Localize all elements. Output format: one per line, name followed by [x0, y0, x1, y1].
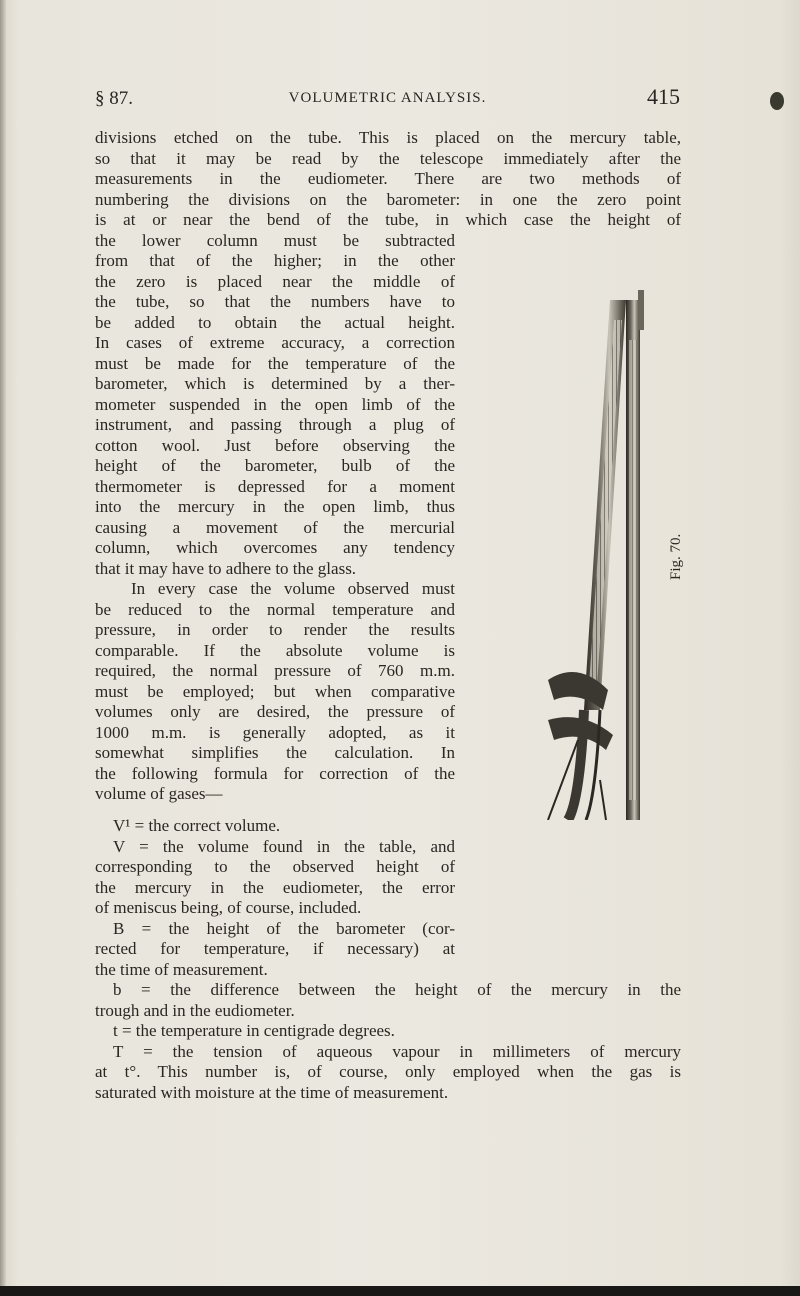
text-line: height of the barometer, bulb of the	[95, 456, 455, 475]
text-line: thermometer is depressed for a moment	[95, 476, 455, 496]
narrow-paragraph	[95, 231, 455, 580]
text-line: required, the normal pressure of 760 m.m.	[95, 661, 455, 680]
text-line: somewhat simplifies the calculation. In	[95, 743, 455, 762]
text-line: comparable. If the absolute volume is	[95, 640, 455, 660]
text-line: In every case the volume observed must	[131, 579, 455, 598]
barometer-figure	[488, 280, 668, 820]
correction-paragraph	[95, 579, 455, 805]
text-line: numbering the divisions on the barometer: in one the zero point	[95, 189, 681, 209]
running-title: VOLUMETRIC ANALYSIS.	[288, 90, 487, 106]
text-line: barometer, which is determined by a ther-	[95, 374, 455, 393]
text-line: 1000 m.m. is generally adopted, as it	[95, 722, 455, 742]
page-edge-shadow	[0, 1286, 800, 1296]
definition-line: saturated with moisture at the time of measurement.	[95, 1082, 449, 1102]
text-line: from that of the higher; in the other	[95, 251, 455, 270]
figure-caption: Fig. 70.	[668, 533, 684, 580]
text-line: be reduced to the normal temperature and	[95, 599, 455, 619]
text-line: In cases of extreme accuracy, a correction	[95, 333, 455, 352]
section-number: § 87.	[95, 88, 133, 109]
text-line: the lower column must be subtracted	[95, 230, 455, 250]
opening-paragraph	[95, 128, 681, 231]
text-line: instrument, and passing through a plug of	[95, 415, 455, 434]
text-line: pressure, in order to render the results	[95, 620, 455, 639]
text-line: must be made for the temperature of the	[95, 353, 455, 373]
margin-ink-mark	[770, 92, 784, 110]
definition-line: rected for temperature, if necessary) at	[95, 939, 455, 958]
text-line: volume of gases—	[95, 784, 223, 803]
text-line: so that it may be read by the telescope immediately after the	[95, 148, 681, 168]
text-line: mometer suspended in the open limb of the	[95, 394, 455, 414]
text-line: volumes only are desired, the pressure of	[95, 702, 455, 721]
text-line: divisions etched on the tube. This is placed on the mercury table,	[95, 128, 681, 147]
text-line: the tube, so that the numbers have to	[95, 292, 455, 311]
text-line: causing a movement of the mercurial	[95, 517, 455, 537]
formula-definitions	[95, 816, 455, 980]
text-line: be added to obtain the actual height.	[95, 312, 455, 332]
page-gutter-shadow	[0, 0, 6, 1296]
definition-line: of meniscus being, of course, included.	[95, 898, 362, 917]
definition-line: V¹ = the correct volume.	[113, 816, 281, 835]
definition-line: corresponding to the observed height of	[95, 857, 455, 876]
running-header	[95, 84, 680, 112]
text-line: is at or near the bend of the tube, in which case the height of	[95, 210, 681, 229]
definition-line: trough and in the eudiometer.	[95, 1000, 295, 1020]
text-line: the following formula for correction of the	[95, 763, 455, 783]
text-line: cotton wool. Just before observing the	[95, 435, 455, 455]
definition-line: t = the temperature in centigrade degrees.	[113, 1021, 395, 1040]
text-line: measurements in the eudiometer. There are two methods of	[95, 169, 681, 188]
definition-line: T = the tension of aqueous vapour in millimeters of mercury	[113, 1041, 681, 1061]
text-line: must be employed; but when comparative	[95, 681, 455, 701]
page-number: 415	[647, 84, 680, 109]
definition-line: b = the difference between the height of the mercury in the	[113, 980, 681, 999]
text-line: column, which overcomes any tendency	[95, 538, 455, 557]
text-line: the zero is placed near the middle of	[95, 271, 455, 291]
text-line: that it may have to adhere to the glass.	[95, 558, 357, 578]
definition-line: B = the height of the barometer (cor-	[113, 918, 455, 938]
definition-line: the mercury in the eudiometer, the error	[95, 877, 455, 897]
formula-definitions-continued	[95, 980, 681, 1103]
definition-line: at t°. This number is, of course, only employed when the gas is	[95, 1062, 681, 1081]
definition-line: V = the volume found in the table, and	[113, 836, 455, 856]
text-line: into the mercury in the open limb, thus	[95, 497, 455, 516]
definition-line: the time of measurement.	[95, 959, 268, 979]
